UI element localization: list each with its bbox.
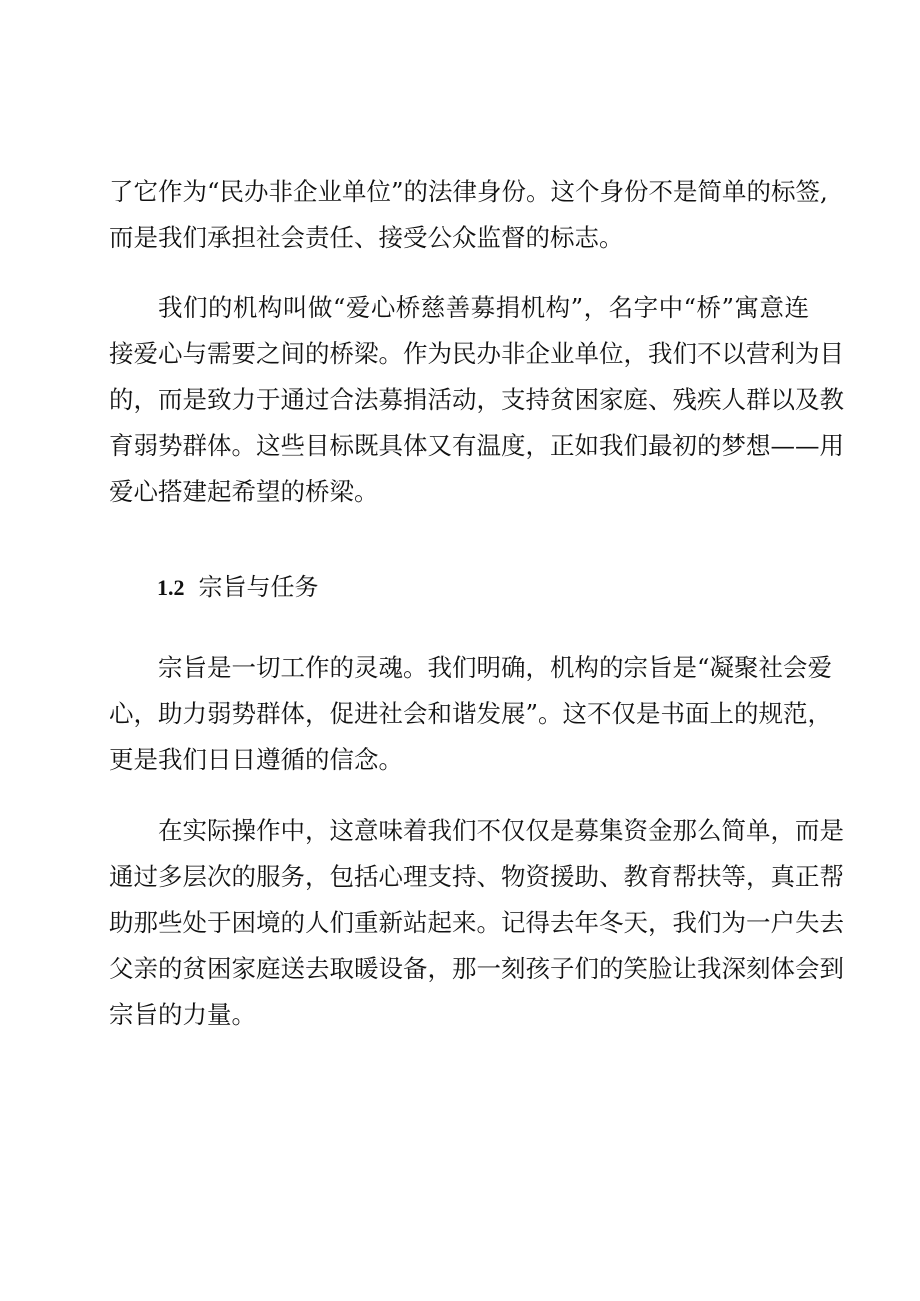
paragraph-line: 爱心搭建起希望的桥梁。: [109, 477, 379, 506]
section-title: 宗旨与任务: [198, 573, 319, 601]
paragraph-line: 通过多层次的服务，包括心理支持、物资援助、教育帮扶等，真正帮: [109, 862, 844, 891]
paragraph-line: 助那些处于困境的人们重新站起来。记得去年冬天，我们为一户失去: [109, 908, 844, 937]
paragraph-line: 父亲的贫困家庭送去取暖设备，那一刻孩子们的笑脸让我深刻体会到: [109, 954, 844, 983]
paragraph-line: 了它作为“民办非企业单位”的法律身份。这个身份不是简单的标签,: [109, 177, 828, 206]
section-number: 1.2: [157, 575, 185, 600]
paragraph-line: 而是我们承担社会责任、接受公众监督的标志。: [109, 223, 624, 252]
paragraph-line: 接爱心与需要之间的桥梁。作为民办非企业单位，我们不以营利为目: [109, 339, 844, 368]
paragraph-line: 的，而是致力于通过合法募捐活动，支持贫困家庭、残疾人群以及教: [109, 385, 844, 414]
paragraph-line: 更是我们日日遵循的信念。: [109, 745, 403, 774]
paragraph-line: 宗旨的力量。: [109, 1000, 256, 1029]
paragraph-line: 宗旨是一切工作的灵魂。我们明确，机构的宗旨是“凝聚社会爱: [158, 653, 833, 682]
paragraph-line: 在实际操作中，这意味着我们不仅仅是募集资金那么简单，而是: [158, 816, 844, 845]
paragraph-line: 育弱势群体。这些目标既具体又有温度，正如我们最初的梦想——用: [109, 431, 844, 460]
paragraph-line: 心，助力弱势群体，促进社会和谐发展”。这不仅是书面上的规范，: [109, 699, 833, 728]
section-heading: [157, 567, 319, 608]
paragraph-line: 我们的机构叫做“爱心桥慈善募捐机构”，名字中“桥”寓意连: [158, 293, 809, 322]
